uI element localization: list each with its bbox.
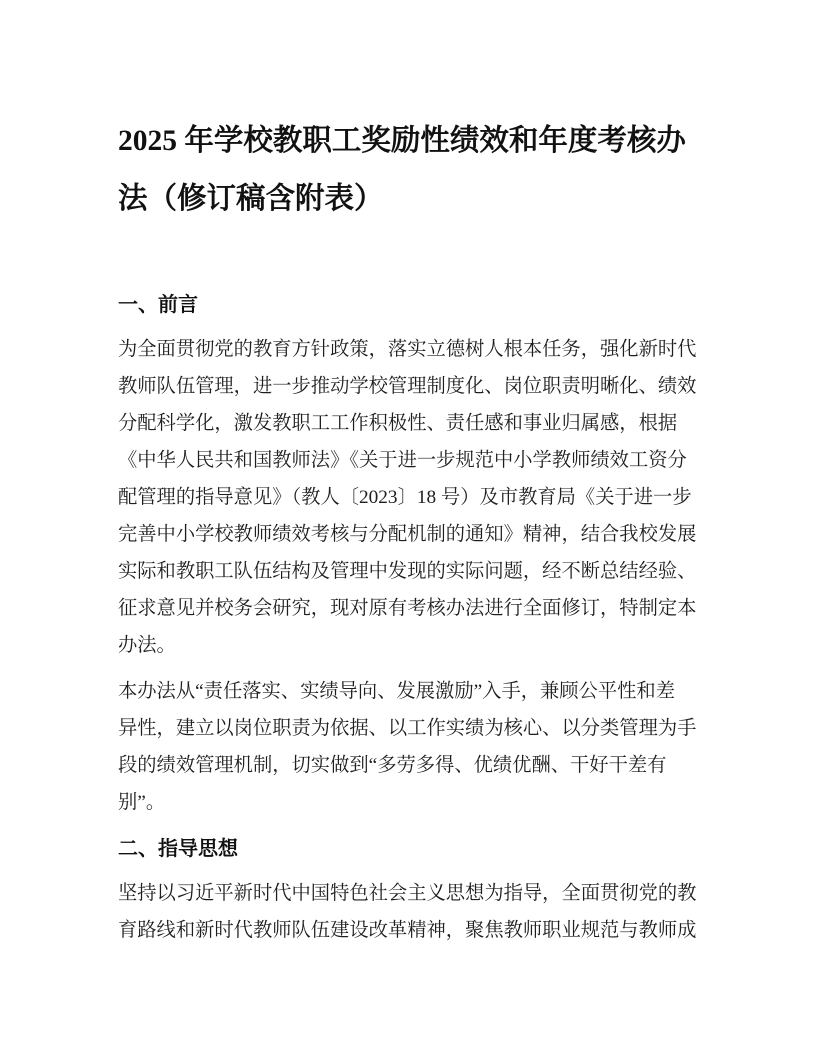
text-line: 本办法从“责任落实、实绩导向、发展激励”入手，兼顾公平性和差 bbox=[118, 681, 675, 702]
text-line: 实际和教职工队伍结构及管理中发现的实际问题，经不断总结经验、 bbox=[118, 561, 697, 582]
text-line: 配管理的指导意见》（教人〔2023〕18 号）及市教育局《关于进一步 bbox=[118, 487, 692, 508]
text-line: 段的绩效管理机制，切实做到“多劳多得、优绩优酬、干好干差有 bbox=[118, 755, 667, 776]
text-line: 《中华人民共和国教师法》《关于进一步规范中小学教师绩效工资分 bbox=[118, 450, 687, 471]
text-line: 办法。 bbox=[118, 635, 176, 656]
text-line: 征求意见并校务会研究，现对原有考核办法进行全面修订，特制定本 bbox=[118, 598, 697, 619]
document-title-line-2: 法（修订稿含附表） bbox=[118, 183, 384, 215]
text-line: 分配科学化，激发教职工工作积极性、责任感和事业归属感，根据 bbox=[118, 413, 678, 434]
text-line: 育路线和新时代教师队伍建设改革精神，聚焦教师职业规范与教师成 bbox=[118, 920, 697, 941]
text-line: 坚持以习近平新时代中国特色社会主义思想为指导，全面贯彻党的教 bbox=[118, 883, 697, 904]
text-line: 为全面贯彻党的教育方针政策，落实立德树人根本任务，强化新时代 bbox=[118, 339, 697, 360]
text-line: 完善中小学校教师绩效考核与分配机制的通知》精神，结合我校发展 bbox=[118, 524, 697, 545]
document-title bbox=[118, 112, 697, 228]
text-line: 异性，建立以岗位职责为依据、以工作实绩为核心、以分类管理为手 bbox=[118, 718, 697, 739]
text-line: 教师队伍管理，进一步推动学校管理制度化、岗位职责明晰化、绩效 bbox=[118, 376, 697, 397]
paragraph-foreword-2 bbox=[118, 673, 697, 821]
section-heading-foreword: 一、前言 bbox=[118, 294, 198, 316]
section-heading-guiding-ideology: 二、指导思想 bbox=[118, 838, 238, 860]
document-title-line-1: 2025 年学校教职工奖励性绩效和年度考核办 bbox=[118, 125, 686, 157]
paragraph-foreword-1 bbox=[118, 331, 697, 664]
text-line: 别”。 bbox=[118, 792, 166, 813]
paragraph-guiding-ideology-1 bbox=[118, 875, 697, 949]
